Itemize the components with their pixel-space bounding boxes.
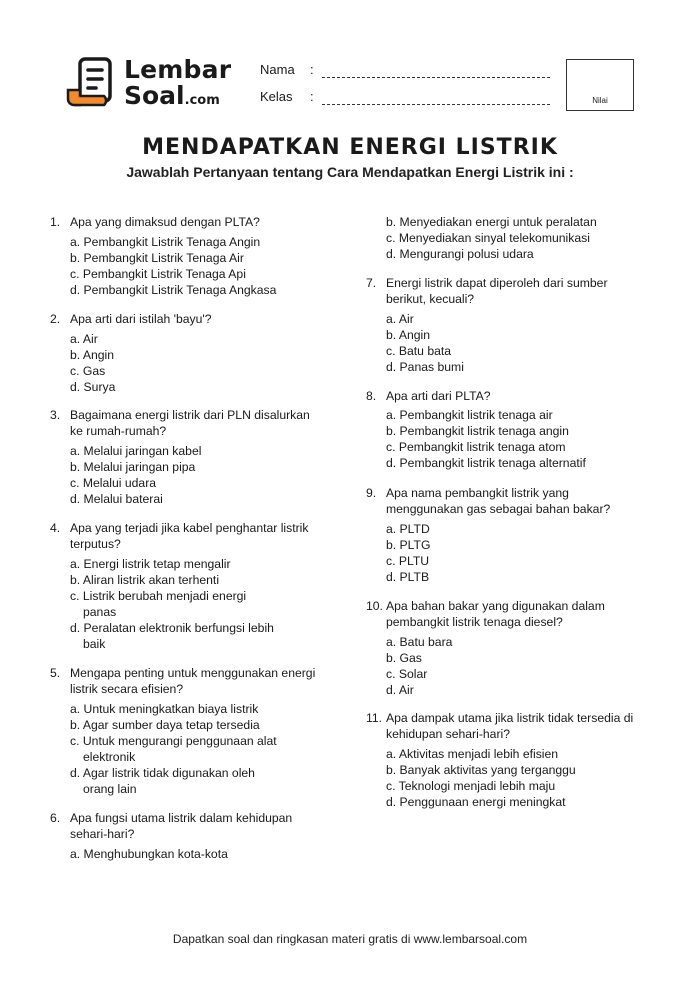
- question-text: Apa bahan bakar yang digunakan dalam pembangkit listrik tenaga diesel?: [386, 599, 605, 629]
- class-colon: :: [310, 89, 314, 104]
- question-number: 4.: [50, 521, 61, 535]
- option[interactable]: a. Untuk meningkatkan biaya listrik: [70, 702, 259, 716]
- question-text: Apa dampak utama jika listrik tidak tersedia di kehidupan sehari-hari?: [386, 711, 634, 741]
- question-text: Bagaimana energi listrik dari PLN disalurkan ke rumah-rumah?: [70, 408, 310, 438]
- question-number: 8.: [366, 389, 377, 403]
- logo-text-lembar: Lembar: [124, 55, 232, 84]
- logo-text-soal: Soal.com: [124, 81, 220, 110]
- option[interactable]: a. Air: [70, 332, 98, 346]
- option[interactable]: a. Pembangkit listrik tenaga air: [386, 408, 553, 422]
- option[interactable]: a. PLTD: [386, 522, 430, 536]
- option[interactable]: a. Menghubungkan kota-kota: [70, 847, 228, 861]
- score-label: Nilai: [592, 96, 608, 105]
- question-options: [70, 846, 228, 862]
- option[interactable]: b. Angin: [70, 348, 115, 362]
- option[interactable]: c. Melalui udara: [70, 476, 157, 490]
- option[interactable]: b. Menyediakan energi untuk peralatan: [386, 215, 597, 229]
- option[interactable]: b. PLTG: [386, 538, 431, 552]
- question-options: [386, 214, 597, 262]
- option[interactable]: c. Solar: [386, 667, 428, 681]
- question-options: [70, 331, 115, 395]
- question-number: 1.: [50, 215, 61, 229]
- option[interactable]: a. Aktivitas menjadi lebih efisien: [386, 747, 559, 761]
- option[interactable]: a. Air: [386, 312, 414, 326]
- question-text: Apa arti dari PLTA?: [386, 389, 491, 403]
- option[interactable]: b. Aliran listrik akan terhenti: [70, 573, 220, 587]
- notebook-logo-icon: [66, 56, 118, 108]
- page-subtitle: Jawablah Pertanyaan tentang Cara Mendapatkan Energi Listrik ini :: [126, 164, 574, 180]
- option[interactable]: d. PLTB: [386, 570, 430, 584]
- question-text: Mengapa penting untuk menggunakan energi listrik secara efisien?: [70, 666, 316, 696]
- question-number: 10.: [366, 599, 383, 613]
- option[interactable]: b. Banyak aktivitas yang terganggu: [386, 763, 576, 777]
- question-number: 2.: [50, 312, 61, 326]
- option[interactable]: c. Listrik berubah menjadi energi panas: [70, 589, 247, 619]
- question-number: 6.: [50, 811, 61, 825]
- option[interactable]: a. Pembangkit Listrik Tenaga Angin: [70, 235, 261, 249]
- score-box[interactable]: [566, 59, 634, 111]
- question-options: [386, 746, 576, 810]
- option[interactable]: d. Penggunaan energi meningkat: [386, 795, 566, 809]
- option[interactable]: b. Gas: [386, 651, 422, 665]
- option[interactable]: b. Pembangkit Listrik Tenaga Air: [70, 251, 244, 265]
- option[interactable]: c. Pembangkit Listrik Tenaga Api: [70, 267, 246, 281]
- option[interactable]: d. Panas bumi: [386, 360, 464, 374]
- question-options: [386, 407, 586, 471]
- option[interactable]: c. Batu bata: [386, 344, 452, 358]
- option[interactable]: b. Agar sumber daya tetap tersedia: [70, 718, 260, 732]
- question-number: 11.: [366, 711, 383, 725]
- option[interactable]: d. Air: [386, 683, 414, 697]
- option[interactable]: d. Pembangkit Listrik Tenaga Angkasa: [70, 283, 277, 297]
- name-colon: :: [310, 62, 314, 77]
- question-text: Apa nama pembangkit listrik yang menggunakan gas sebagai bahan bakar?: [386, 486, 611, 516]
- question-text: Apa yang terjadi jika kabel penghantar listrik terputus?: [70, 521, 309, 551]
- class-line[interactable]: [322, 104, 550, 105]
- option[interactable]: d. Mengurangi polusi udara: [386, 247, 534, 261]
- class-label: Kelas: [260, 89, 293, 104]
- option[interactable]: c. Teknologi menjadi lebih maju: [386, 779, 556, 793]
- logo: [66, 54, 232, 112]
- question-text: Apa arti dari istilah 'bayu'?: [70, 312, 212, 326]
- question-text: Energi listrik dapat diperoleh dari sumber berikut, kecuali?: [386, 276, 608, 306]
- question-number: 5.: [50, 666, 61, 680]
- question-number: 3.: [50, 408, 61, 422]
- name-line[interactable]: [322, 77, 550, 78]
- question-text: Apa fungsi utama listrik dalam kehidupan sehari-hari?: [70, 811, 293, 841]
- name-label: Nama: [260, 62, 295, 77]
- question-options: [70, 443, 201, 507]
- option[interactable]: b. Pembangkit listrik tenaga angin: [386, 424, 569, 438]
- question-options: [70, 701, 282, 797]
- page-title: MENDAPATKAN ENERGI LISTRIK: [142, 135, 558, 160]
- option[interactable]: c. Untuk mengurangi penggunaan alat elektronik: [70, 734, 277, 764]
- option[interactable]: d. Peralatan elektronik berfungsi lebih baik: [70, 621, 274, 651]
- question-options: [386, 311, 464, 375]
- option[interactable]: a. Batu bara: [386, 635, 453, 649]
- question-text: Apa yang dimaksud dengan PLTA?: [70, 215, 260, 229]
- question-options: [70, 556, 282, 652]
- option[interactable]: d. Agar listrik tidak digunakan oleh orang lain: [70, 766, 255, 796]
- option[interactable]: c. Gas: [70, 364, 106, 378]
- question-number: 7.: [366, 276, 377, 290]
- question-options: [386, 521, 430, 585]
- question-number: 9.: [366, 486, 377, 500]
- question-options: [70, 234, 276, 298]
- option[interactable]: c. PLTU: [386, 554, 430, 568]
- option[interactable]: d. Surya: [70, 380, 116, 394]
- option[interactable]: d. Pembangkit listrik tenaga alternatif: [386, 456, 586, 470]
- footer-text: Dapatkan soal dan ringkasan materi gratis di www.lembarsoal.com: [172, 932, 528, 946]
- question-options: [386, 634, 452, 698]
- option[interactable]: a. Energi listrik tetap mengalir: [70, 557, 231, 571]
- option[interactable]: d. Melalui baterai: [70, 492, 163, 506]
- option[interactable]: b. Melalui jaringan pipa: [70, 460, 196, 474]
- option[interactable]: c. Menyediakan sinyal telekomunikasi: [386, 231, 590, 245]
- option[interactable]: b. Angin: [386, 328, 431, 342]
- option[interactable]: c. Pembangkit listrik tenaga atom: [386, 440, 566, 454]
- option[interactable]: a. Melalui jaringan kabel: [70, 444, 202, 458]
